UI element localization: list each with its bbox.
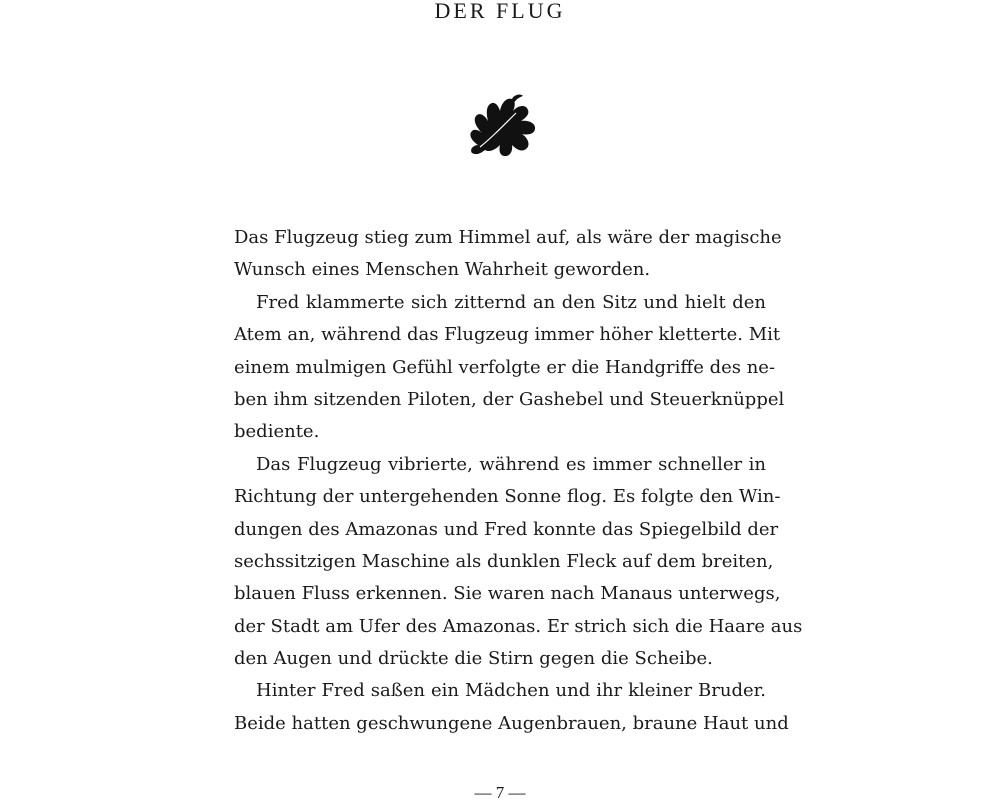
text-line: Hinter Fred saßen ein Mädchen und ihr kleiner Bruder. xyxy=(256,680,766,702)
text-line: ben ihm sitzenden Piloten, der Gashebel und Steuerknüppel xyxy=(234,388,785,410)
text-line: sechssitzigen Maschine als dunklen Fleck auf dem breiten, xyxy=(234,550,774,572)
text-line: Richtung der untergehenden Sonne flog. Es folgte den Win- xyxy=(234,486,781,508)
text-line: der Stadt am Ufer des Amazonas. Er strich sich die Haare aus xyxy=(234,615,803,637)
text-line: Fred klammerte sich zitternd an den Sitz und hielt den xyxy=(256,291,766,313)
text-line: bediente. xyxy=(234,421,320,443)
text-line: Beide hatten geschwungene Augenbrauen, braune Haut und xyxy=(234,712,789,734)
text-line: Wunsch eines Menschen Wahrheit geworden. xyxy=(234,259,651,281)
leaf-ornament-icon xyxy=(466,93,540,159)
body-text xyxy=(234,222,803,740)
text-line: dungen des Amazonas und Fred konnte das Spiegelbild der xyxy=(234,518,779,540)
text-line: einem mulmigen Gefühl verfolgte er die Handgriffe des ne- xyxy=(234,356,776,378)
text-line: den Augen und drückte die Stirn gegen die Scheibe. xyxy=(234,648,713,670)
chapter-title: DER FLUG xyxy=(434,0,566,23)
text-line: Das Flugzeug stieg zum Himmel auf, als wäre der magische xyxy=(234,227,782,248)
text-line: Atem an, während das Flugzeug immer höher kletterte. Mit xyxy=(234,324,781,346)
text-line: blauen Fluss erkennen. Sie waren nach Manaus unterwegs, xyxy=(234,583,781,605)
text-line: Das Flugzeug vibrierte, während es immer schneller in xyxy=(256,453,766,475)
page-number: — 7 — xyxy=(474,783,526,802)
